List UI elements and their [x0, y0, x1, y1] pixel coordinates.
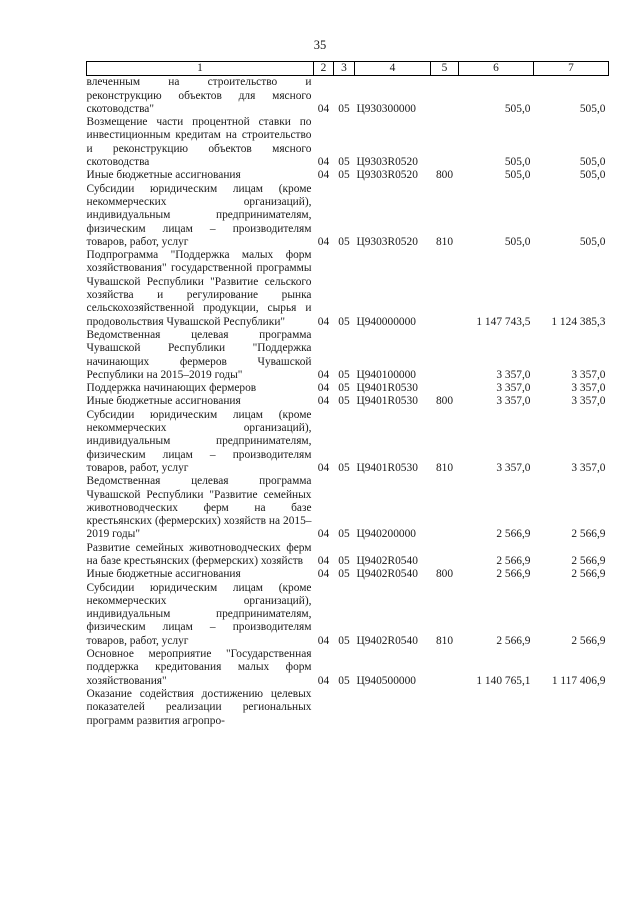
section-code: 04	[317, 554, 330, 567]
table-row	[87, 568, 609, 581]
amount-2018: 2 566,9	[496, 634, 531, 647]
expense-type-code: 800	[435, 169, 454, 182]
expense-type-code	[431, 648, 459, 688]
section-code: 04	[317, 169, 330, 182]
target-article-code: Ц9402R0540	[356, 634, 418, 647]
section-code: 04	[317, 395, 330, 408]
amount-2018: 505,0	[504, 169, 531, 182]
amount-2018: 505,0	[504, 156, 531, 169]
table-row	[87, 395, 609, 408]
amount-2018: 3 357,0	[496, 395, 531, 408]
subsection-code: 05	[338, 528, 350, 541]
amount-2019: 2 566,9	[571, 634, 606, 647]
table-row	[87, 409, 609, 475]
expense-type-code	[431, 329, 459, 382]
amount-2018: 3 357,0	[496, 382, 531, 395]
target-article-code: Ц9401R0530	[356, 395, 418, 408]
amount-2019: 505,0	[579, 235, 606, 248]
amount-2018: 1 147 743,5	[476, 315, 531, 328]
table-row	[87, 329, 609, 382]
section-code: 04	[317, 156, 330, 169]
amount-2019: 505,0	[579, 102, 606, 115]
amount-2019: 3 357,0	[571, 461, 606, 474]
row-description: Основное мероприятие "Государственная поддержка кредитования малых форм хозяйствования"	[86, 648, 312, 687]
amount-2019	[534, 688, 609, 728]
subsection-code: 05	[338, 235, 350, 248]
expense-type-code: 810	[435, 634, 454, 647]
expense-type-code	[431, 116, 459, 169]
expense-type-code	[431, 475, 459, 541]
subsection-code: 05	[338, 368, 350, 381]
column-header: 7	[534, 62, 609, 76]
row-description: Оказание содействия достижению целевых показателей реализации региональных программ развития агропро-	[86, 687, 312, 727]
expense-type-code	[431, 382, 459, 395]
column-header: 4	[355, 62, 431, 76]
target-article-code: Ц930300000	[356, 102, 416, 115]
subsection-code: 05	[338, 169, 350, 182]
row-description: Субсидии юридическим лицам (кроме некоммерческих организаций), индивидуальным предпринимателям, физическим лицам – производителям товаров, работ, услуг	[86, 408, 312, 474]
row-description: Ведомственная целевая программа Чувашской Республики "Поддержка начинающих фермеров Чувашской Республики на 2015–2019 годы"	[86, 328, 312, 381]
row-description: Иные бюджетные ассигнования	[86, 395, 241, 408]
target-article-code: Ц9401R0530	[356, 382, 418, 395]
amount-2019: 3 357,0	[571, 382, 606, 395]
amount-2018: 3 357,0	[496, 461, 531, 474]
subsection-code	[334, 688, 355, 728]
amount-2018: 2 566,9	[496, 568, 531, 581]
amount-2018	[459, 688, 534, 728]
section-code: 04	[317, 102, 330, 115]
target-article-code: Ц9401R0530	[356, 461, 418, 474]
amount-2019: 3 357,0	[571, 368, 606, 381]
subsection-code: 05	[338, 554, 350, 567]
row-description: Возмещение части процентной ставки по инвестиционным кредитам на строительство и реконструкцию объектов мясного скотоводства	[86, 116, 312, 169]
amount-2019: 2 566,9	[571, 528, 606, 541]
target-article-code: Ц940500000	[356, 674, 416, 687]
section-code: 04	[317, 382, 330, 395]
subsection-code: 05	[338, 382, 350, 395]
amount-2018: 2 566,9	[496, 554, 531, 567]
target-article-code: Ц9402R0540	[356, 568, 418, 581]
row-description: Поддержка начинающих фермеров	[86, 382, 257, 395]
target-article-code: Ц9303R0520	[356, 235, 418, 248]
table-row	[87, 249, 609, 329]
subsection-code: 05	[338, 102, 350, 115]
section-code: 04	[317, 634, 330, 647]
section-code: 04	[317, 528, 330, 541]
target-article-code	[355, 688, 431, 728]
page-number: 35	[313, 38, 327, 52]
table-row	[87, 116, 609, 169]
amount-2018: 2 566,9	[496, 528, 531, 541]
row-description: влеченным на строительство и реконструкцию объектов для мясного скотоводства"	[86, 76, 312, 115]
table-header-row	[87, 62, 609, 76]
subsection-code: 05	[338, 315, 350, 328]
target-article-code: Ц940100000	[356, 368, 416, 381]
section-code	[314, 688, 334, 728]
amount-2019: 1 124 385,3	[551, 315, 606, 328]
table-row	[87, 169, 609, 182]
amount-2019: 1 117 406,9	[551, 674, 606, 687]
amount-2019: 505,0	[579, 169, 606, 182]
expense-type-code	[431, 249, 459, 329]
section-code: 04	[317, 235, 330, 248]
expense-type-code	[431, 688, 459, 728]
amount-2019: 505,0	[579, 156, 606, 169]
amount-2018: 3 357,0	[496, 368, 531, 381]
target-article-code: Ц940000000	[356, 315, 416, 328]
table-row	[87, 582, 609, 648]
row-description: Развитие семейных животноводческих ферм на базе крестьянских (фермерских) хозяйств	[86, 541, 312, 567]
table-row	[87, 688, 609, 728]
section-code: 04	[317, 674, 330, 687]
target-article-code: Ц9402R0540	[356, 554, 418, 567]
expense-type-code: 800	[435, 568, 454, 581]
expense-type-code: 810	[435, 461, 454, 474]
expense-type-code	[431, 76, 459, 116]
table-row	[87, 542, 609, 569]
subsection-code: 05	[338, 674, 350, 687]
row-description: Субсидии юридическим лицам (кроме некоммерческих организаций), индивидуальным предпринимателям, физическим лицам – производителям товаров, работ, услуг	[86, 581, 312, 647]
table-row	[87, 183, 609, 249]
column-header: 5	[431, 62, 459, 76]
table-row	[87, 76, 609, 116]
subsection-code: 05	[338, 568, 350, 581]
amount-2018: 505,0	[504, 102, 531, 115]
table-row	[87, 475, 609, 541]
section-code: 04	[317, 461, 330, 474]
amount-2019: 3 357,0	[571, 395, 606, 408]
column-header: 2	[314, 62, 334, 76]
expense-type-code: 800	[435, 395, 454, 408]
column-header: 6	[459, 62, 534, 76]
amount-2019: 2 566,9	[571, 568, 606, 581]
subsection-code: 05	[338, 395, 350, 408]
subsection-code: 05	[338, 461, 350, 474]
row-description: Подпрограмма "Поддержка малых форм хозяйствования" государственной программы Чувашской Республики "Развитие сельского хозяйства и регулирование рынка сельскохозяйственной продукции, сырья и продовольствия Чувашской Республики"	[86, 249, 312, 328]
amount-2018: 1 140 765,1	[476, 674, 531, 687]
section-code: 04	[317, 315, 330, 328]
target-article-code: Ц9303R0520	[356, 156, 418, 169]
row-description: Ведомственная целевая программа Чувашской Республики "Развитие семейных животноводческих ферм на базе крестьянских (фермерских) хозяйств на 2015–2019 годы"	[86, 475, 312, 541]
row-description: Субсидии юридическим лицам (кроме некоммерческих организаций), индивидуальным предпринимателям, физическим лицам – производителям товаров, работ, услуг	[86, 182, 312, 248]
target-article-code: Ц9303R0520	[356, 169, 418, 182]
amount-2019: 2 566,9	[571, 554, 606, 567]
row-description: Иные бюджетные ассигнования	[86, 169, 241, 182]
column-header: 1	[87, 62, 314, 76]
subsection-code: 05	[338, 156, 350, 169]
expense-type-code: 810	[435, 235, 454, 248]
table-row	[87, 648, 609, 688]
section-code: 04	[317, 368, 330, 381]
budget-table	[86, 61, 609, 728]
row-description: Иные бюджетные ассигнования	[86, 568, 241, 581]
amount-2018: 505,0	[504, 235, 531, 248]
subsection-code: 05	[338, 634, 350, 647]
section-code: 04	[317, 568, 330, 581]
expense-type-code	[431, 542, 459, 569]
target-article-code: Ц940200000	[356, 528, 416, 541]
column-header: 3	[334, 62, 355, 76]
table-row	[87, 382, 609, 395]
